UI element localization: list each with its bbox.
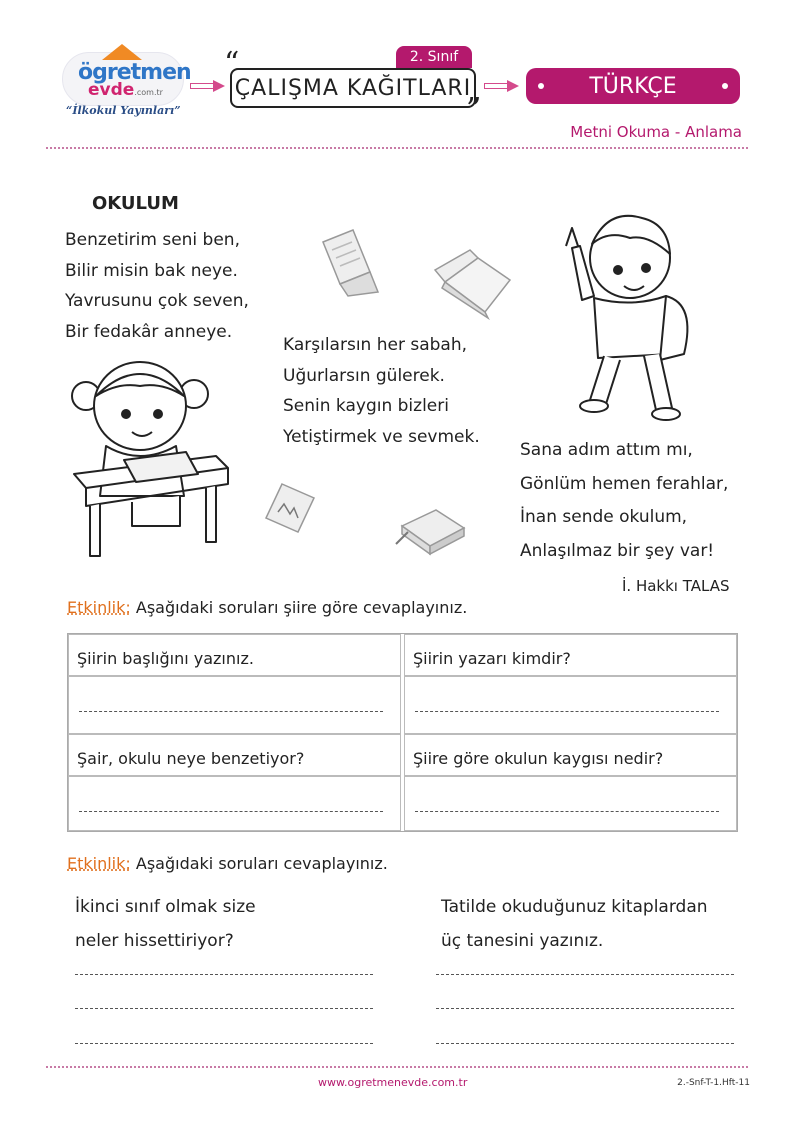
open-book-icon — [318, 222, 388, 298]
close-quote-icon: ” — [466, 92, 482, 127]
house-roof-icon — [102, 44, 142, 60]
poem-line: Bilir misin bak neye. — [65, 260, 238, 281]
poem-line: Senin kaygın bizleri — [283, 396, 449, 416]
answer-line[interactable] — [436, 1008, 734, 1009]
question-cell: Şiirin başlığını yazınız. — [68, 634, 401, 676]
topic-label: Metni Okuma - Anlama — [570, 123, 742, 141]
open-question-right — [441, 890, 708, 958]
answer-cell[interactable] — [68, 776, 401, 831]
poem-line: Bir fedakâr anneye. — [65, 321, 233, 342]
poem-author: İ. Hakkı TALAS — [622, 577, 730, 595]
publisher-logo — [62, 44, 191, 124]
note-paper-icon — [262, 480, 318, 536]
answer-line[interactable] — [436, 1043, 734, 1044]
poem-line: Benzetirim seni ben, — [65, 230, 240, 250]
open-question-left — [75, 890, 256, 958]
poem-stanza-2 — [283, 330, 480, 452]
answer-line — [79, 811, 383, 812]
poem-line: Anlaşılmaz bir şey var! — [520, 540, 715, 561]
poem-line: Gönlüm hemen ferahlar, — [520, 473, 729, 494]
activity-label: Etkinlik: — [67, 854, 131, 873]
class-badge: 2. Sınıf — [396, 46, 472, 68]
girl-reading-illustration — [66, 356, 236, 568]
logo-subtitle: “İlkokul Yayınları” — [66, 104, 181, 117]
answer-line — [415, 811, 719, 812]
activity-2-instruction — [67, 854, 388, 873]
poem-line: Yetiştirmek ve sevmek. — [283, 426, 480, 447]
arrow-right-icon — [484, 80, 520, 92]
answer-line[interactable] — [75, 974, 373, 975]
arrow-right-icon — [190, 80, 226, 92]
answer-line — [415, 711, 719, 712]
subject-badge — [526, 68, 740, 104]
footer-divider — [46, 1066, 748, 1068]
answer-line — [79, 711, 383, 712]
poem-line: Uğurlarsın gülerek. — [283, 365, 445, 386]
question-cell: Şiirin yazarı kimdir? — [404, 634, 737, 676]
answer-cell[interactable] — [404, 676, 737, 734]
boy-walking-illustration — [548, 204, 698, 428]
activity-1-instruction — [67, 598, 467, 617]
poem-stanza-1 — [65, 225, 249, 347]
header-divider — [46, 147, 748, 149]
logo-text-evde: evde.com.tr — [88, 80, 163, 100]
open-book-icon — [430, 240, 520, 320]
open-quote-icon: “ — [224, 46, 240, 81]
logo-text-ogretmen: ögretmen — [78, 60, 191, 85]
subject-label: TÜRKÇE — [589, 73, 677, 99]
question-grid — [67, 633, 738, 832]
question-line: üç tanesini yazınız. — [441, 931, 604, 951]
activity-label: Etkinlik: — [67, 598, 131, 617]
activity-text: Aşağıdaki soruları şiire göre cevaplayınız. — [135, 598, 468, 617]
poem-line: Sana adım attım mı, — [520, 440, 693, 460]
bullet-icon — [722, 83, 728, 89]
footer-website[interactable]: www.ogretmenevde.com.tr — [318, 1076, 468, 1089]
bullet-icon — [538, 83, 544, 89]
poem-line: Yavrusunu çok seven, — [65, 291, 249, 311]
answer-cell[interactable] — [404, 776, 737, 831]
answer-line[interactable] — [436, 974, 734, 975]
poem-stanza-3 — [520, 434, 728, 568]
poem-title: OKULUM — [92, 193, 179, 214]
answer-cell[interactable] — [68, 676, 401, 734]
answer-line[interactable] — [75, 1043, 373, 1044]
question-cell: Şiire göre okulun kaygısı nedir? — [404, 734, 737, 776]
poem-line: İnan sende okulum, — [520, 507, 688, 527]
question-cell: Şair, okulu neye benzetiyor? — [68, 734, 401, 776]
question-line: Tatilde okuduğunuz kitaplardan — [441, 897, 708, 917]
question-line: neler hissettiriyor? — [75, 931, 234, 951]
worksheet-title: ÇALIŞMA KAĞITLARI — [230, 68, 476, 108]
poem-line: Karşılarsın her sabah, — [283, 335, 468, 355]
answer-line[interactable] — [75, 1008, 373, 1009]
activity-text: Aşağıdaki soruları cevaplayınız. — [135, 854, 388, 873]
question-line: İkinci sınıf olmak size — [75, 897, 256, 917]
page-code: 2.-Snf-T-1.Hft-11 — [677, 1078, 750, 1088]
closed-book-icon — [392, 504, 468, 556]
